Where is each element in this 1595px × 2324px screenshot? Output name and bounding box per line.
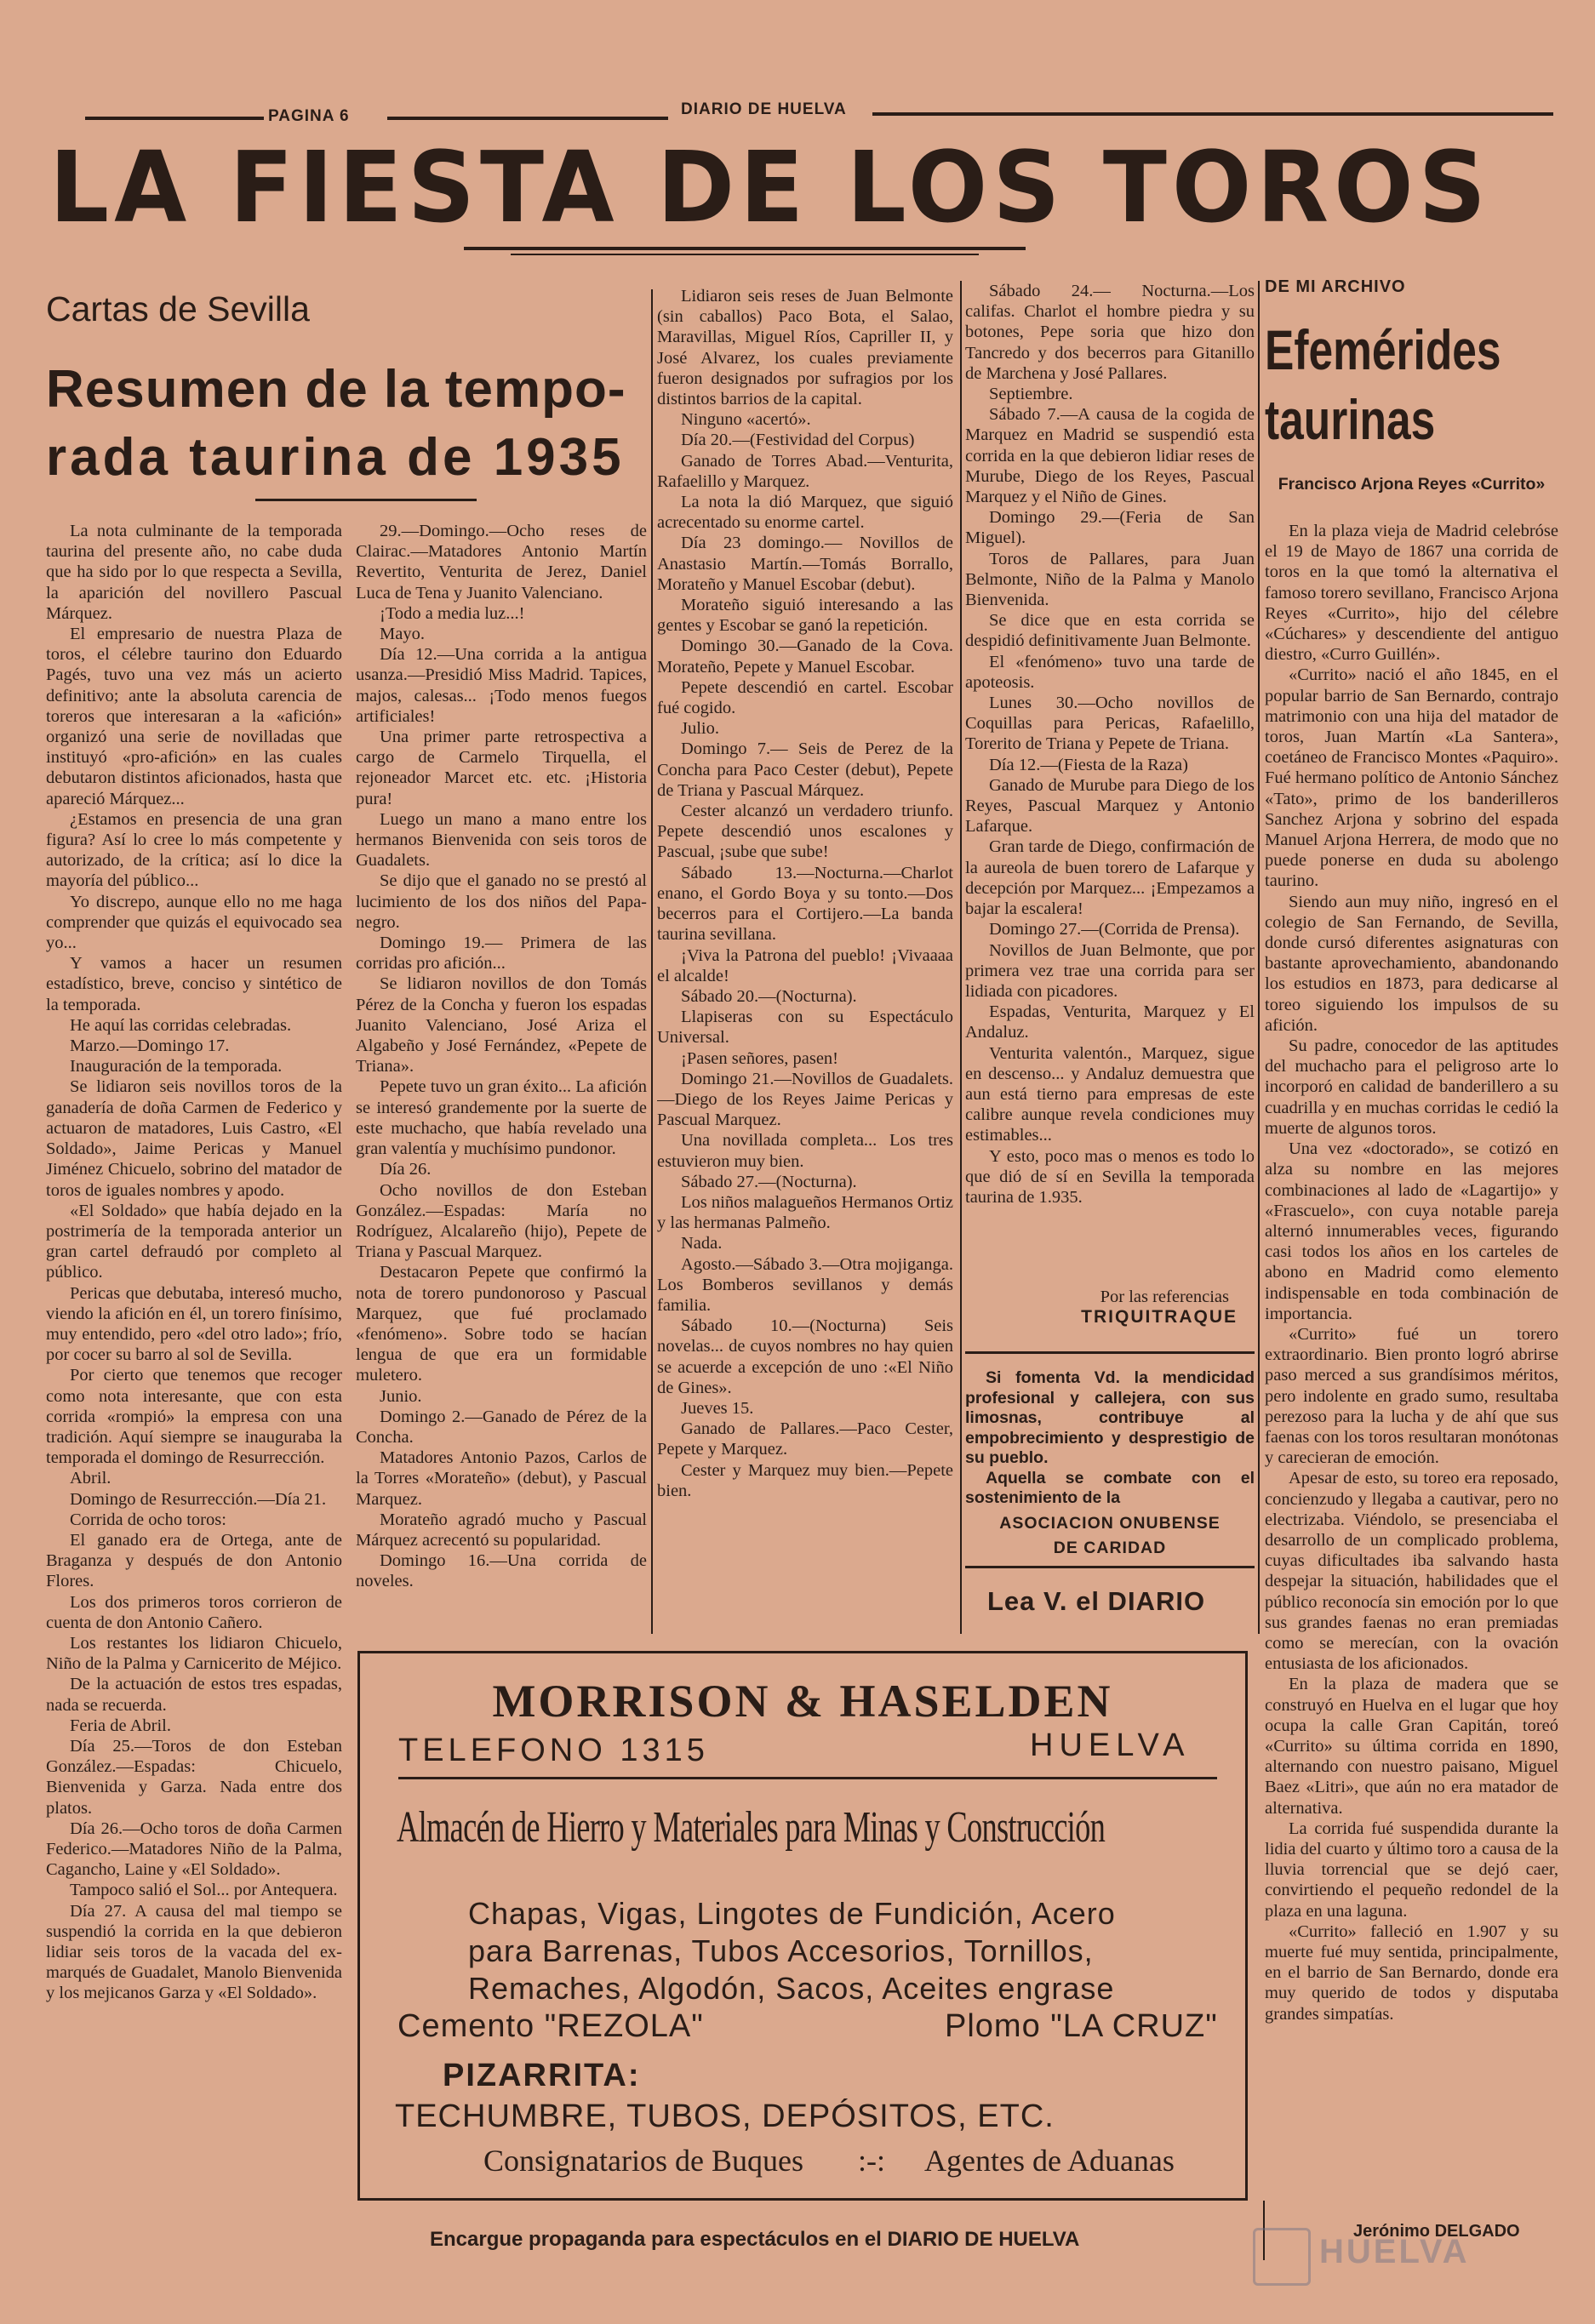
efemerides-title: [1265, 315, 1564, 454]
notice-text: Si fomenta Vd. la mendicidad profesional y callejera, con sus limosnas, contribuye al empobrecimiento y desprestigio de su pueblo.: [965, 1368, 1255, 1467]
header-rule-left: [85, 117, 264, 120]
ad-lead: Plomo "LA CRUZ": [945, 2008, 1218, 2044]
column-2-paragraph: Pepete tuvo un gran éxito... La afición se interesó grandemente por la suerte de este muchacho, que había revelado una gran valentía y muchísimo pundonor.: [356, 1077, 647, 1159]
efemerides-paragraph: «Currito» falleció en 1.907 y su muerte fué muy sentida, principalmente, en el barrio de San Bernardo, donde era muy querido de todos y disputaba grandes simpatías.: [1265, 1921, 1558, 2024]
column-1-paragraph: Tampoco salió el Sol... por Antequera.: [70, 1881, 338, 1900]
column-1-paragraph: Inauguración de la temporada.: [70, 1057, 283, 1076]
column-3-paragraph: Julio.: [681, 719, 719, 739]
column-1-paragraph: Abril.: [70, 1469, 111, 1488]
header-rule-mid: [387, 117, 668, 120]
column-1-paragraph: ¿Estamos en presencia de una gran figura? Así lo cree lo más competente y autorizado, de la crítica; así lo dice la mayoría del público...: [46, 809, 342, 891]
column-1-paragraph: Feria de Abril.: [70, 1716, 171, 1735]
efemerides-kicker: DE MI ARCHIVO: [1265, 277, 1406, 296]
headline-rule: [255, 499, 477, 501]
ad-rule: [398, 1777, 1217, 1779]
column-1-paragraph: De la actuación de estos tres espadas, nada se recuerda.: [46, 1675, 342, 1715]
column-2-paragraph: ¡Todo a media luz...!: [380, 603, 525, 623]
efemerides-paragraph: La corrida fué suspendida durante la lidia del cuarto y último toro a causa de la lluvia torrencial que se dejó caer, convirtiendo el pequeño redondel de la plaza en una laguna.: [1265, 1819, 1558, 1921]
column-2-paragraph: Destacaron Pepete que confirmó la nota de torero pundonoroso y Pascual Marquez, que fué proclamado «fenómeno». Sobre todo se hacían lengua de que era un formidable muletero.: [356, 1263, 647, 1385]
column-3-paragraph: La nota la dió Marquez, que siguió acrecentado su enorme cartel.: [657, 493, 953, 533]
column-3-paragraph: Día 20.—(Festividad del Corpus): [681, 431, 915, 450]
column-2-paragraphs: [356, 521, 647, 1592]
sign-pre: Por las referencias: [1100, 1288, 1229, 1306]
column-1-paragraph: Día 25.—Toros de don Esteban González.—Espadas: Chicuelo, Bienvenida y Garza. Nada entre dos platos.: [46, 1736, 342, 1818]
column-3-paragraph: Llapiseras con su Espectáculo Universal.: [657, 1008, 953, 1048]
column-3-paragraph: Ganado de Torres Abad.—Venturita, Rafaelillo y Marquez.: [657, 451, 953, 491]
column-3-paragraph: Sábado 20.—(Nocturna).: [681, 986, 857, 1006]
column-divider-1: [651, 289, 653, 1634]
column-1-paragraph: Y vamos a hacer un resumen estadístico, breve, conciso y sintético de la temporada.: [46, 954, 342, 1014]
column-2-paragraph: Domingo 16.—Una corrida de noveles.: [356, 1551, 647, 1591]
column-4-paragraph: Toros de Pallares, para Juan Belmonte, Niño de la Palma y Manolo Bienvenida.: [965, 549, 1255, 610]
column-4-paragraph: Venturita valentón., Marquez, sigue en descenso... y Andaluz demuestra que aun está tierno para empresas de este calibre aunque revela condiciones muy estimables...: [965, 1043, 1255, 1145]
article-kicker: Cartas de Sevilla: [46, 289, 310, 328]
masthead-underline-2: [511, 254, 979, 255]
column-2-paragraph: Ocho novillos de don Esteban González.—Espadas: María no Rodríguez, Alcalareño (hijo), Pepete de Triana y Pascual Marquez.: [356, 1180, 647, 1262]
signoff-rule: [965, 1351, 1255, 1354]
efemerides-paragraphs: [1265, 521, 1558, 2024]
column-3-paragraph: Agosto.—Sábado 3.—Otra mojiganga. Los Bomberos sevillanos y demás familia.: [657, 1254, 953, 1315]
column-1-paragraph: Los dos primeros toros corrieron de cuenta de don Antonio Cañero.: [46, 1592, 342, 1632]
page-label: PAGINA 6: [268, 107, 350, 125]
newspaper-name: DIARIO DE HUELVA: [681, 100, 847, 118]
column-3-paragraph: Cester y Marquez muy bien.—Pepete bien.: [657, 1460, 953, 1500]
column-1-paragraph: Día 27. A causa del mal tiempo se suspendió la corrida en la que debieron lidiar seis toros de la vacada del ex-marqués de Guadalet, Manolo Bienvenida y los mejicanos Garza y «El Soldado».: [46, 1901, 342, 2003]
column-2-paragraph: Mayo.: [380, 625, 425, 644]
ad-line-1: Chapas, Vigas, Lingotes de Fundición, Acero: [468, 1896, 1116, 1931]
column-1-paragraph: Los restantes los lidiaron Chicuelo, Niño de la Palma y Carnicerito de Méjico.: [46, 1633, 342, 1674]
efemerides-body: [1265, 521, 1558, 2210]
column-3-paragraph: Día 23 domingo.— Novillos de Anastasio Martín.—Tomás Borrallo, Morateño y Manuel Escobar (debut).: [657, 534, 953, 594]
column-2-paragraph: Domingo 19.— Primera de las corridas pro afición...: [356, 934, 647, 974]
ad-line-3: Remaches, Algodón, Sacos, Aceites engrase: [468, 1971, 1115, 2006]
ad-customs-agents: Agentes de Aduanas: [924, 2144, 1175, 2178]
headline-line-2: rada taurina de 1935: [46, 428, 625, 487]
efemerides-paragraph: Su padre, conocedor de las aptitudes del muchacho para el peligroso arte lo incorporó en calidad de banderillero a su cuadrilla y en muchas corridas le cedió la muerte de algunos toros.: [1265, 1036, 1558, 1138]
column-1-paragraph: «El Soldado» que había dejado en la postrimería de la temporada anterior un gran cartel defraudó por completo al público.: [46, 1201, 342, 1282]
article-column-2: [356, 521, 647, 1636]
column-3-paragraph: ¡Viva la Patrona del pueblo! ¡Vivaaaa el alcalde!: [657, 945, 953, 985]
column-2-paragraph: Morateño agradó mucho y Pascual Márquez acrecentó su popularidad.: [356, 1510, 647, 1550]
column-1-paragraph: Se lidiaron seis novillos toros de la ganadería de doña Carmen de Federico y actuaron de matadores, Luis Castro, «El Soldado», Jaime Pericas y Manuel Jiménez Chicuelo, sobrino del matador de toros de iguales nombres y apodo.: [46, 1077, 342, 1200]
column-3-paragraph: Sábado 27.—(Nocturna).: [681, 1172, 857, 1191]
column-3-paragraph: Lidiaron seis reses de Juan Belmonte (sin caballos) Paco Bota, el Salao, Maravillas, Miguel Ríos, Capriller II, y José Alvarez, los cuales previamente fueron designados por sufragios por los distintos barrios de la capital.: [657, 287, 953, 409]
column-2-paragraph: Día 12.—Una corrida a la antigua usanza.—Presidió Miss Madrid. Tapices, majos, calesas... ¡Todo menos fuegos artificiales!: [356, 645, 647, 726]
column-3-paragraph: Los niños malagueños Hermanos Ortiz y las hermanas Palmeño.: [657, 1192, 953, 1233]
column-1-paragraph: Yo discrepo, aunque ello no me haga comprender que quizás el equivocado sea yo...: [46, 892, 342, 953]
column-3-paragraph: Domingo 7.— Seis de Perez de la Concha para Paco Cester (debut), Pepete de Triana y Pascual Márquez.: [657, 739, 953, 800]
column-2-paragraph: Una primer parte retrospectiva a cargo de Carmelo Tirquella, el rejoneador Marcet etc. etc. ¡Historia pura!: [356, 728, 647, 808]
column-4-paragraph: Septiembre.: [989, 385, 1073, 404]
read-diario-line: Lea V. el DIARIO: [987, 1586, 1206, 1616]
ad-line-2: para Barrenas, Tubos Accesorios, Tornillos,: [468, 1933, 1094, 1968]
ad-city: HUELVA: [1030, 1727, 1191, 1763]
column-3-paragraph: Domingo 21.—Novillos de Guadalets.—Diego de los Reyes Jaime Pericas y Pascual Marquez.: [657, 1069, 953, 1130]
column-4-paragraph: Sábado 24.— Nocturna.—Los califas. Charlot el hombre piedra y su botones, Pepe soria que hizo don Tancredo y dos becerros para Gitanillo de Marchena y José Pallares.: [965, 282, 1255, 383]
efemerides-paragraph: En la plaza de madera que se construyó en Huelva en el lugar que hoy ocupa la calle Gran Capitán, toreó «Currito» su última corrida en 1890, alternando con nuestro paisano, Miguel Baez «Litri», que aún no era matador de alternativa.: [1265, 1675, 1558, 1818]
efemerides-paragraph: Siendo aun muy niño, ingresó en el colegio de San Fernando, de Sevilla, donde cursó diferentes asignaturas con bastante aprovechamiento, abandonando los estudios en 1873, para dedicarse al toreo siguiendo los impulsos de su afición.: [1265, 892, 1558, 1035]
column-divider-2: [960, 281, 962, 1634]
ad-tagline: Almacén de Hierro y Materiales para Minas y Construcción: [397, 1803, 1106, 1852]
column-3-paragraph: Jueves 15.: [681, 1398, 754, 1418]
efemerides-paragraph: Una vez «doctorado», se cotizó en alza su nombre en las mejores combinaciones al lado de «Lagartijo» y «Frascuelo», con cuya notable pareja alternó innumerables veces, figurando casi todos los años en los carteles de abono en Madrid como elemento indispensable en toda combinación de importancia.: [1265, 1139, 1558, 1323]
column-1-paragraphs: [46, 521, 342, 2004]
column-2-paragraph: Día 26.: [380, 1160, 432, 1179]
column-4-paragraph: Ganado de Murube para Diego de los Reyes, Pascual Marquez y Antonio Lafarque.: [965, 775, 1255, 837]
column-1-paragraph: Corrida de ocho toros:: [70, 1510, 226, 1529]
column-1-paragraph: El empresario de nuestra Plaza de toros, el célebre taurino don Eduardo Pagés, tuvo una vez más un acierto definitivo; ante la absoluta carencia de toreros que interesaran a la «afición» organizó una serie de novilladas que instituyó «pro-afición» en las cuales debutaron distintos aficionados, hasta que apareció Márquez...: [46, 625, 342, 808]
column-3-paragraphs: [657, 286, 953, 1501]
notice-rule: [965, 1566, 1255, 1568]
column-1-paragraph: Día 26.—Ocho toros de doña Carmen Federico.—Matadores Niño de la Palma, Cagancho, Laine y «El Soldado».: [46, 1819, 342, 1880]
column-4-paragraph: El «fenómeno» tuvo una tarde de apoteosis.: [965, 652, 1255, 692]
efemerides-paragraph: Apesar de esto, su toreo era reposado, concienzudo y llegaba a cautivar, pero no electrizaba. Viéndolo, se presenciaba el desarrollo de un complicado problema, cuyas dificultades iba salvando hasta despejar la situación, habilidades que el público reconocía sin emoción por lo que sus grandes faenas no eran premiadas como se merecían, con la ovación entusiasta de los aficionados.: [1265, 1469, 1558, 1674]
watermark-text: HUELVA: [1319, 2233, 1470, 2270]
column-4-paragraph: Novillos de Juan Belmonte, que por primera vez trae una corrida para ser lidiada con picadores.: [965, 940, 1255, 1001]
column-2-paragraph: Se dijo que el ganado no se prestó al lucimiento de los dos niños del Papa-negro.: [356, 871, 647, 932]
column-2-paragraph: Junio.: [380, 1386, 422, 1406]
column-2-paragraph: Domingo 2.—Ganado de Pérez de la Concha.: [356, 1407, 647, 1447]
article-column-4: [965, 281, 1255, 1251]
column-3-paragraph: Ganado de Pallares.—Paco Cester, Pepete y Marquez.: [657, 1419, 953, 1459]
ad-phone: TELEFONO 1315: [398, 1733, 709, 1768]
column-1-paragraph: Domingo de Resurrección.—Día 21.: [70, 1489, 327, 1509]
column-4-paragraph: Día 12.—(Fiesta de la Raza): [989, 755, 1188, 774]
ad-pizarrita: PIZARRITA:: [443, 2058, 641, 2093]
ad-company: MORRISON & HASELDEN: [492, 1676, 1113, 1727]
masthead: LA FIESTA DE LOS TOROS: [49, 129, 1491, 245]
column-1-paragraph: Pericas que debutaba, interesó mucho, viendo la afición en él, un torero finísimo, muy entendido, pero «del otro lado»; frío, por cocer su barro al sol de Sevilla.: [46, 1283, 342, 1365]
column-2-paragraph: Luego un mano a mano entre los hermanos Bienvenida con seis toros de Guadalets.: [356, 809, 647, 871]
efemerides-subtitle: Francisco Arjona Reyes «Currito»: [1278, 475, 1546, 494]
column-3-paragraph: Ninguno «acertó».: [681, 410, 811, 430]
column-4-paragraph: Domingo 29.—(Feria de San Miguel).: [965, 508, 1255, 548]
column-1-paragraph: El ganado era de Ortega, ante de Braganza y después de don Antonio Flores.: [46, 1530, 342, 1591]
column-2-paragraph: Se lidiaron novillos de don Tomás Pérez de la Concha y fueron los espadas Juanito Valenciano, José Ariza el Algabeño y José Fernández, «Pepete de Triana».: [356, 974, 647, 1076]
efemerides-paragraph: «Currito» fué un torero extraordinario. Bien pronto logró abrirse paso merced a sus grandísimos méritos, pero indolente en grado sumo, resultaba perezoso para la lucha y de ahí que sus faenas con los toros resultaran monótonas y carecieran de emoción.: [1265, 1324, 1558, 1468]
header-rule-right: [872, 112, 1553, 116]
ad-separator: :-:: [858, 2144, 885, 2178]
ad-roofing: TECHUMBRE, TUBOS, DEPÓSITOS, ETC.: [395, 2098, 1055, 2134]
column-4-paragraph: Espadas, Venturita, Marquez y El Andaluz.: [965, 1002, 1255, 1042]
column-1-paragraph: Por cierto que tenemos que recoger como nota interesante, que con esta corrida «rompió» la empresa con una tradición. Aquí siempre se inauguraba la temporada el domingo de Resurrección.: [46, 1366, 342, 1468]
column-3-paragraph: Domingo 30.—Ganado de la Cova. Morateño, Pepete y Manuel Escobar.: [657, 637, 953, 677]
column-3-paragraph: Morateño siguió interesando a las gentes y Escobar se ganó la repetición.: [657, 596, 953, 636]
notice-org-2: DE CARIDAD: [1053, 1539, 1167, 1557]
column-1-paragraph: Marzo.—Domingo 17.: [70, 1036, 230, 1056]
efemerides-paragraph: «Currito» nació el año 1845, en el popular barrio de San Bernardo, contrajo matrimonio con una hija del matador de toros, Juan Martín «La Santera», coetáneo de Francisco Montes «Paquiro». Fué hermano político de Antonio Sánchez «Tato», primo de los banderilleros Sanchez Arjona y sobrino del espada Manuel Arjona Herrera, de modo que no puede ponerse en duda su abolengo taurino.: [1265, 665, 1558, 891]
column-2-paragraph: Matadores Antonio Pazos, Carlos de la Torres «Morateño» (debut), y Pascual Marquez.: [356, 1448, 647, 1509]
notice-text-2: Aquella se combate con el sostenimiento de la: [965, 1468, 1255, 1507]
column-3-paragraph: Pepete descendió en cartel. Escobar fué cogido.: [657, 677, 953, 718]
column-4-paragraph: Sábado 7.—A causa de la cogida de Marquez en Madrid se suspendió esta corrida en la que debieron lidiar reses de Murube, Diego de los Reyes, Pascual Marquez y el Niño de Gines.: [965, 405, 1255, 507]
charity-notice: [965, 1368, 1255, 1559]
column-3-paragraph: Sábado 13.—Nocturna.—Charlot enano, el Gordo Boya y su tonto.—Dos becerros para el Cortijero.—La banda taurina sevillana.: [657, 863, 953, 945]
ad-consignees: Consignatarios de Buques: [483, 2144, 803, 2178]
column-4-paragraph: Lunes 30.—Ocho novillos de Coquillas para Pericas, Rafaelillo, Torerito de Triana y Pepete de Triana.: [965, 694, 1255, 754]
efemerides-author: Jerónimo DELGADO: [1353, 2222, 1520, 2241]
column-3-paragraph: Sábado 10.—(Nocturna) Seis novelas... de cuyos nombres no hay quien se acuerde a excepción de uno :«El Niño de Gines».: [657, 1316, 953, 1397]
column-4-paragraphs: [965, 281, 1255, 1208]
headline-line-1: Resumen de la tempo-: [46, 360, 626, 419]
column-1-paragraph: La nota culminante de la temporada taurina del presente año, no cabe duda que ha sido por lo que respecta a Sevilla, la aparición del novillero Pascual Márquez.: [46, 522, 342, 623]
watermark-logo: [1253, 2228, 1311, 2286]
column-4-paragraph: Y esto, poco mas o menos es todo lo que dió de sí en Sevilla la temporada taurina de 1.935.: [965, 1146, 1255, 1207]
article-column-1: [46, 521, 342, 2214]
column-4-paragraph: Domingo 27.—(Corrida de Prensa).: [989, 920, 1240, 939]
sign-off: [965, 1287, 1255, 1328]
ad-cement: Cemento "REZOLA": [397, 2008, 704, 2044]
column-4-paragraph: Gran tarde de Diego, confirmación de la aureola de buen torero de Lafarque y decepción por Marquez... ¡Empezamos a bajar la escalera!: [965, 837, 1255, 919]
column-3-paragraph: ¡Pasen señores, pasen!: [681, 1048, 839, 1068]
footer-promo: Encargue propaganda para espectáculos en el DIARIO DE HUELVA: [430, 2228, 1080, 2251]
article-signature: TRIQUITRAQUE: [1081, 1307, 1238, 1328]
article-headline: [46, 356, 642, 492]
column-2-paragraph: 29.—Domingo.—Ocho reses de Clairac.—Matadores Antonio Martín Revertito, Venturita de Jerez, Daniel Luca de Tena y Juanito Valenciano.: [356, 522, 647, 602]
column-3-paragraph: Nada.: [681, 1234, 723, 1253]
column-1-paragraph: He aquí las corridas celebradas.: [70, 1015, 292, 1035]
column-3-paragraph: Una novillada completa... Los tres estuvieron muy bien.: [657, 1131, 953, 1171]
article-column-3: [657, 286, 953, 1635]
column-divider-3: [1258, 281, 1260, 1634]
notice-org-1: ASOCIACION ONUBENSE: [999, 1513, 1221, 1533]
masthead-underline: [464, 247, 1026, 250]
column-4-paragraph: Se dice que en esta corrida se despidió definitivamente Juan Belmonte.: [965, 611, 1255, 651]
efemerides-paragraph: En la plaza vieja de Madrid celebróse el 19 de Mayo de 1867 una corrida de toros en la que tomó la alternativa el famoso torero sevillano, Francisco Arjona Reyes «Currito», hijo del célebre «Cúchares» y descendiente del antiguo diestro, «Curro Guillén».: [1265, 522, 1558, 665]
efemerides-title-line-2: taurinas: [1265, 388, 1436, 451]
column-3-paragraph: Cester alcanzó un verdadero triunfo. Pepete descendió unos escalones y Pascual, ¡sube que sube!: [657, 802, 953, 862]
efemerides-title-line-1: Efemérides: [1265, 318, 1501, 381]
